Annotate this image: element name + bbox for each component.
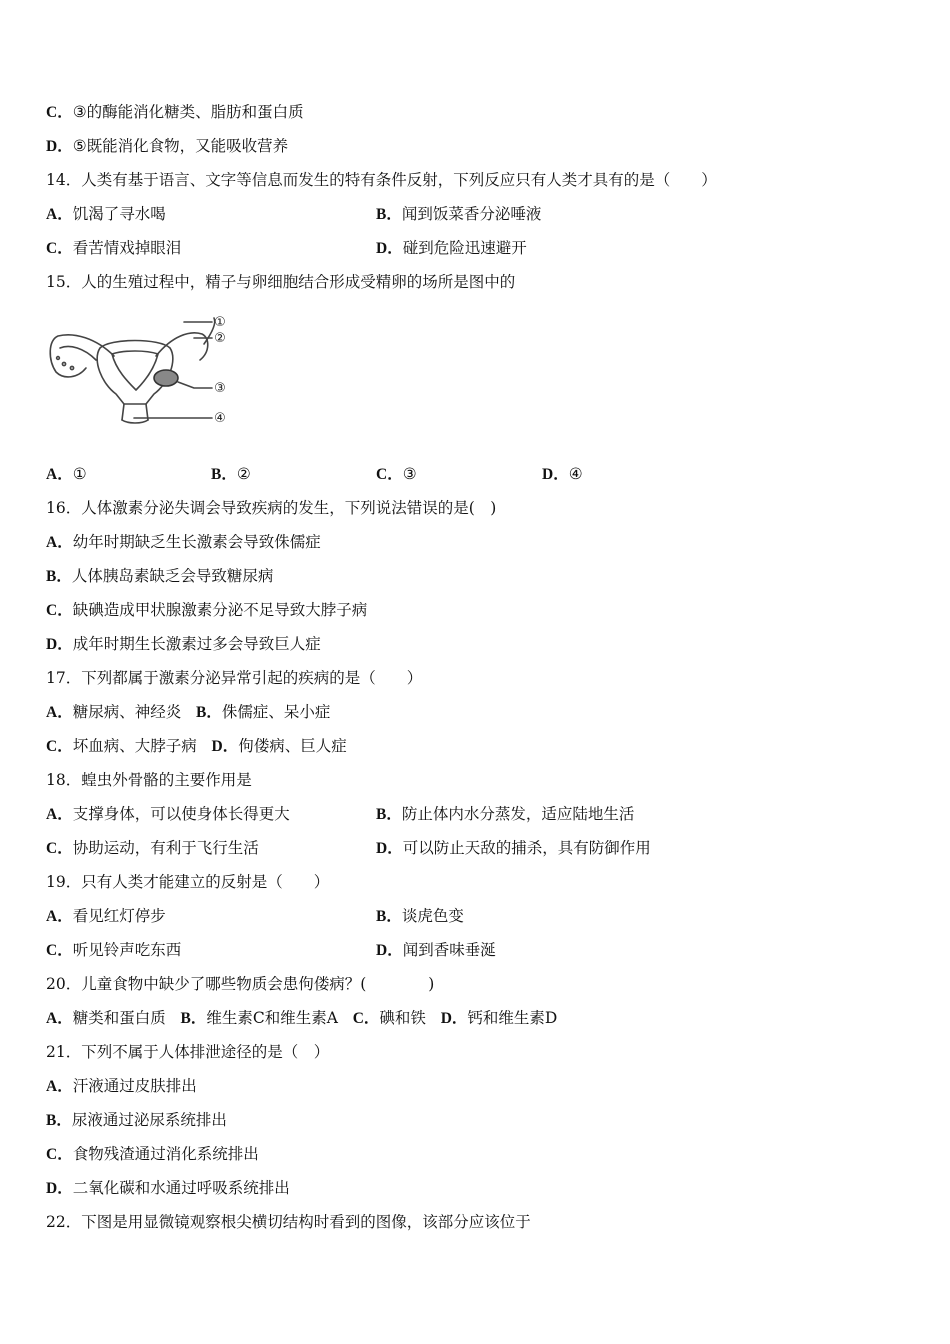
- q14-option-c: C．看苦情戏掉眼泪: [46, 239, 182, 257]
- q21-option-a: A．汗液通过皮肤排出: [46, 1077, 197, 1095]
- q20-option-a: A．糖类和蛋白质: [46, 1009, 166, 1027]
- q20-stem: 20．儿童食物中缺少了哪些物质会患佝偻病？( ): [46, 975, 435, 993]
- q19-option-b: B．谈虎色变: [376, 907, 464, 925]
- q18-option-c: C．协助运动，有利于飞行生活: [46, 839, 259, 857]
- q16-option-c: C．缺碘造成甲状腺激素分泌不足导致大脖子病: [46, 601, 368, 619]
- q16-option-a: A．幼年时期缺乏生长激素会导致侏儒症: [46, 533, 321, 551]
- q18-option-a: A．支撑身体，可以使身体长得更大: [46, 805, 290, 823]
- q16-option-d: D．成年时期生长激素过多会导致巨人症: [46, 635, 321, 653]
- q13-option-c: C．③的酶能消化糖类、脂肪和蛋白质: [46, 103, 304, 121]
- q18-stem: 18．蝗虫外骨骼的主要作用是: [46, 771, 252, 789]
- q15-option-d: D．④: [542, 465, 583, 483]
- q14-stem: 14．人类有基于语言、文字等信息而发生的特有条件反射，下列反应只有人类才具有的是（ ）: [46, 171, 717, 189]
- q21-option-b: B．尿液通过泌尿系统排出: [46, 1111, 227, 1129]
- female-reproductive-system-figure: [44, 308, 234, 433]
- q17-options-row2: [46, 736, 347, 757]
- q20-option-c: C．碘和铁: [352, 1009, 426, 1027]
- q17-option-c: C．坏血病、大脖子病: [46, 737, 197, 755]
- q15-option-b: B．②: [211, 465, 251, 483]
- q14-options-row1: [46, 204, 166, 225]
- q16-stem: 16．人体激素分泌失调会导致疾病的发生，下列说法错误的是( ): [46, 499, 497, 517]
- q14-option-a: A．饥渴了寻水喝: [46, 205, 166, 223]
- figure-label-4: ④: [214, 411, 226, 426]
- q20-options-row: [46, 1008, 557, 1029]
- q17-option-b: B．侏儒症、呆小症: [196, 703, 331, 721]
- figure-label-3: ③: [214, 381, 226, 396]
- q19-option-d: D．闻到香味垂涎: [376, 941, 496, 959]
- q20-option-d: D．钙和维生素D: [440, 1009, 558, 1027]
- q16-option-b: B．人体胰岛素缺乏会导致糖尿病: [46, 567, 274, 585]
- q21-option-d: D．二氧化碳和水通过呼吸系统排出: [46, 1179, 290, 1197]
- q14-option-b: B．闻到饭菜香分泌唾液: [376, 205, 542, 223]
- q22-stem: 22．下图是用显微镜观察根尖横切结构时看到的图像，该部分应该位于: [46, 1213, 531, 1231]
- q19-stem: 19．只有人类才能建立的反射是（ ）: [46, 873, 330, 891]
- q15-stem: 15．人的生殖过程中，精子与卵细胞结合形成受精卵的场所是图中的: [46, 273, 516, 291]
- q21-option-c: C．食物残渣通过消化系统排出: [46, 1145, 259, 1163]
- q14-option-d: D．碰到危险迅速避开: [376, 239, 527, 257]
- q17-option-d: D．佝偻病、巨人症: [211, 737, 347, 755]
- figure-label-1: ①: [214, 315, 226, 330]
- q19-option-c: C．听见铃声吃东西: [46, 941, 182, 959]
- q15-option-c: C．③: [376, 465, 417, 483]
- figure-label-2: ②: [214, 331, 226, 346]
- q17-stem: 17．下列都属于激素分泌异常引起的疾病的是（ ）: [46, 669, 423, 687]
- q20-option-b: B．维生素C和维生素A: [180, 1009, 338, 1027]
- q15-option-a: A．①: [46, 465, 87, 483]
- q18-option-b: B．防止体内水分蒸发，适应陆地生活: [376, 805, 635, 823]
- q17-options-row1: [46, 702, 330, 723]
- q18-option-d: D．可以防止天敌的捕杀，具有防御作用: [376, 839, 651, 857]
- q19-option-a: A．看见红灯停步: [46, 907, 166, 925]
- q21-stem: 21．下列不属于人体排泄途径的是（ ）: [46, 1043, 330, 1061]
- q13-option-d: D．⑤既能消化食物，又能吸收营养: [46, 137, 289, 155]
- q17-option-a: A．糖尿病、神经炎: [46, 703, 182, 721]
